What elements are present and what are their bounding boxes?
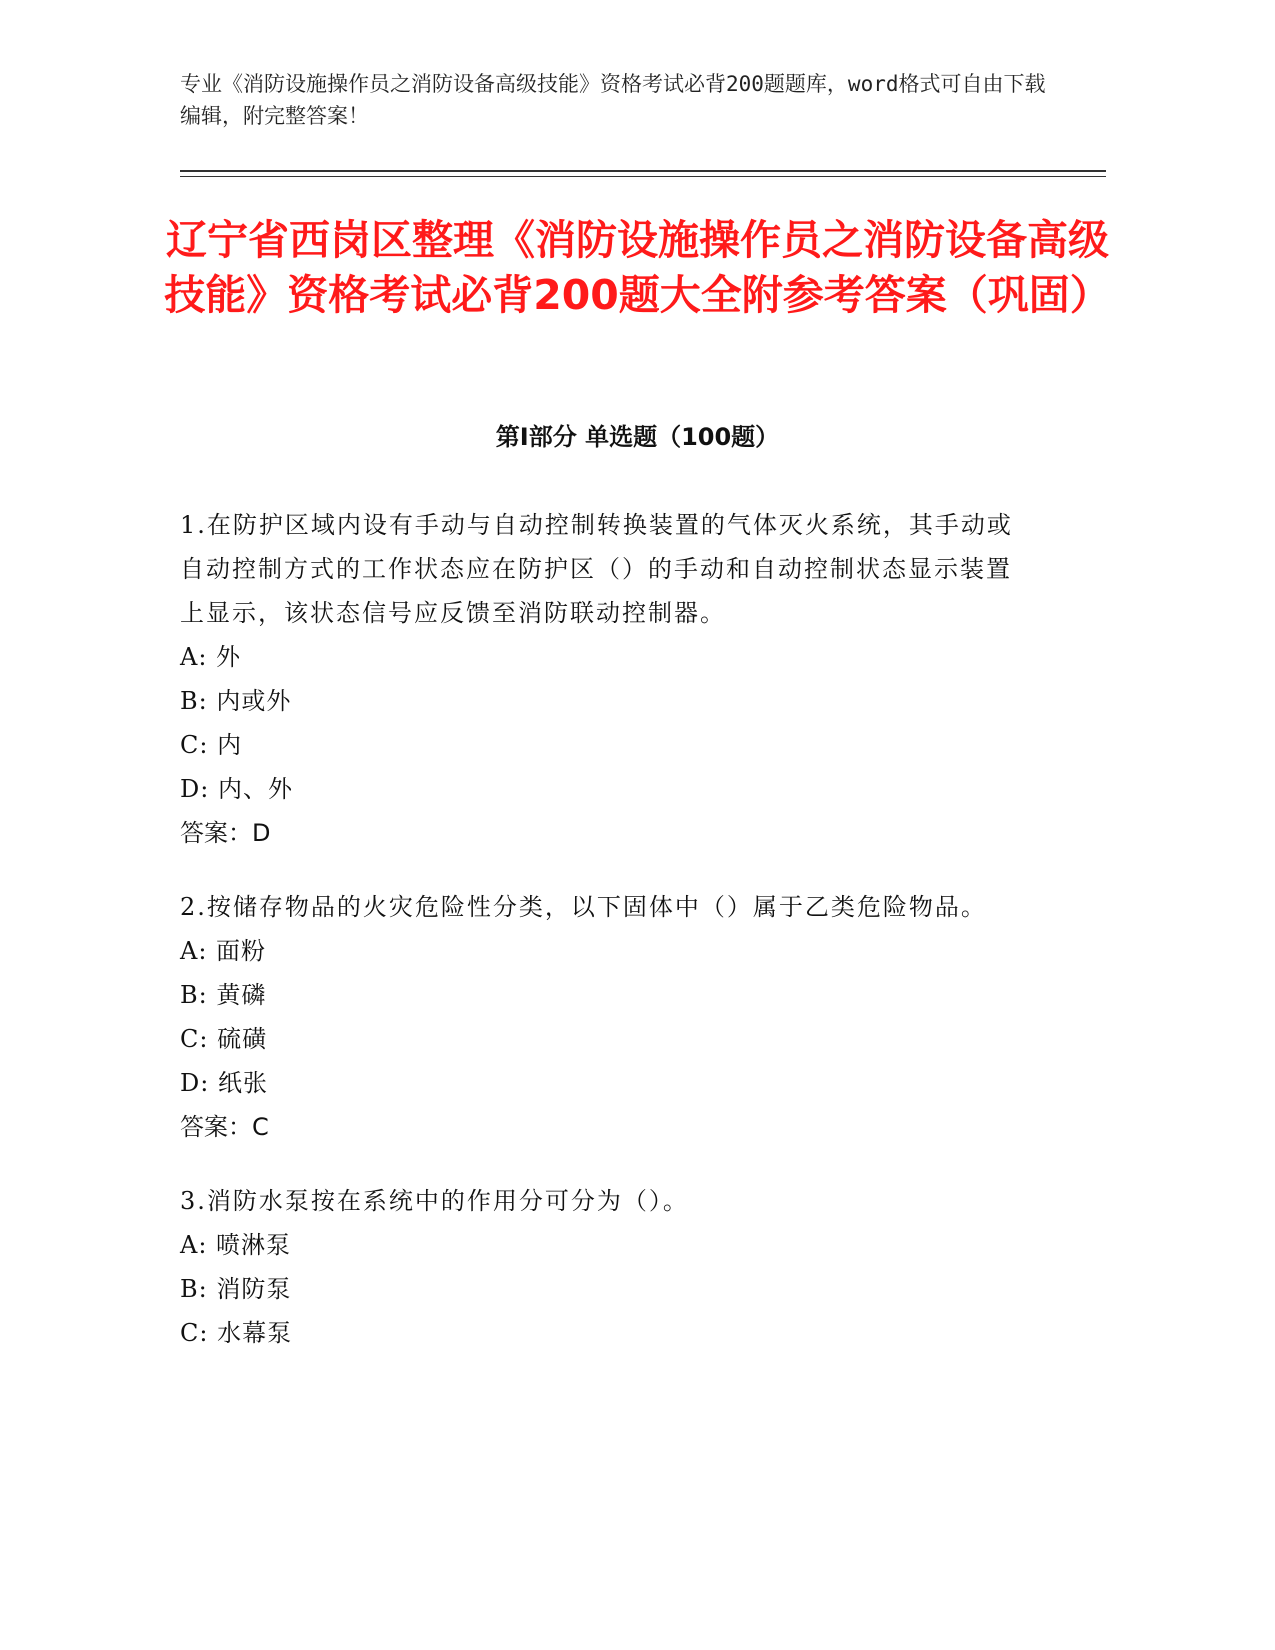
option-d: D: 内、外 bbox=[180, 775, 293, 803]
header-note: 专业《消防设施操作员之消防设备高级技能》资格考试必背200题题库，word格式可自由下载编辑，附完整答案！ bbox=[180, 72, 1046, 128]
option-a: A: 外 bbox=[180, 643, 242, 671]
option-d: D: 纸张 bbox=[180, 1069, 268, 1097]
question-3 bbox=[180, 1179, 1020, 1355]
option-a: A: 面粉 bbox=[180, 937, 267, 965]
question-2 bbox=[180, 885, 1020, 1149]
section-heading: 第I部分 单选题（100题） bbox=[495, 423, 780, 451]
document-title: 辽宁省西岗区整理《消防设施操作员之消防设备高级技能》资格考试必背200题大全附参考答案（巩固） bbox=[164, 216, 1111, 319]
question-1 bbox=[180, 503, 1020, 855]
answer: 答案：D bbox=[180, 819, 271, 847]
question-text: 1.在防护区域内设有手动与自动控制转换装置的气体灭火系统，其手动或自动控制方式的工作状态应在防护区（）的手动和自动控制状态显示装置上显示，该状态信号应反馈至消防联动控制器。 bbox=[180, 511, 1013, 627]
answer: 答案：C bbox=[180, 1113, 269, 1141]
option-c: C: 内 bbox=[180, 731, 243, 759]
option-b: B: 内或外 bbox=[180, 687, 292, 715]
question-list bbox=[180, 503, 1020, 1385]
option-c: C: 水幕泵 bbox=[180, 1319, 293, 1347]
question-text: 3.消防水泵按在系统中的作用分可分为（）。 bbox=[180, 1187, 689, 1215]
option-b: B: 消防泵 bbox=[180, 1275, 292, 1303]
header-rule-thin bbox=[180, 176, 1106, 177]
option-a: A: 喷淋泵 bbox=[180, 1231, 292, 1259]
header-rule-thick bbox=[180, 170, 1106, 172]
question-text: 2.按储存物品的火灾危险性分类，以下固体中（）属于乙类危险物品。 bbox=[180, 893, 987, 921]
option-c: C: 硫磺 bbox=[180, 1025, 268, 1053]
option-b: B: 黄磷 bbox=[180, 981, 267, 1009]
